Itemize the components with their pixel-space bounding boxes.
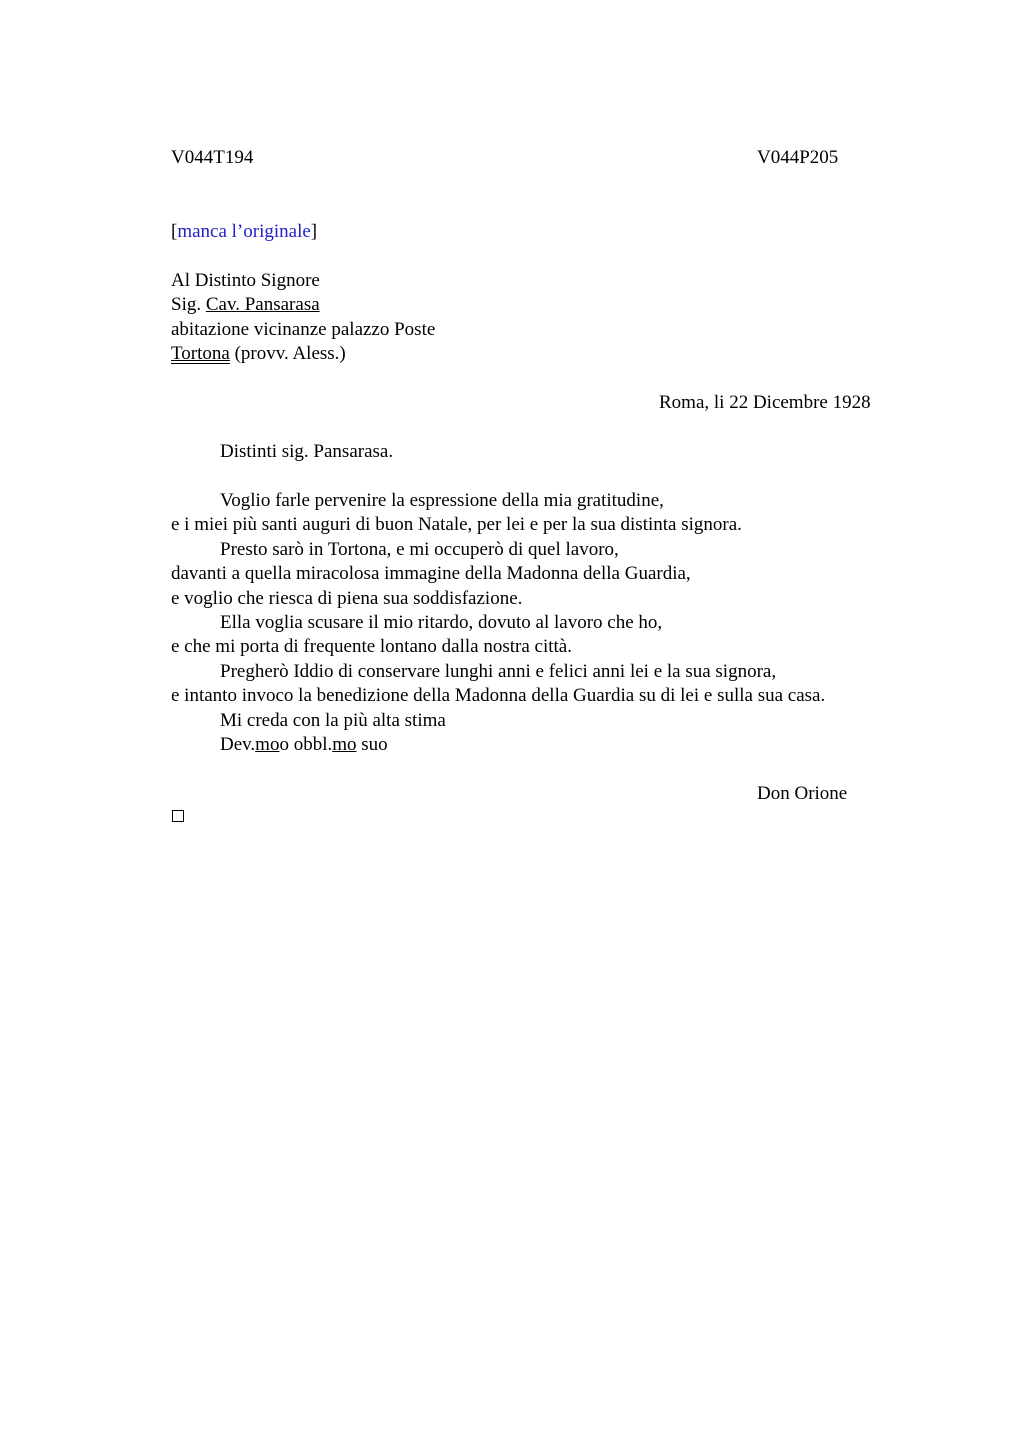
letter-salutation: Distinti sig. Pansarasa.	[220, 441, 394, 462]
note-bracket-close: ]	[310, 221, 318, 242]
square-outline-icon	[172, 810, 184, 822]
body-line: e i miei più santi auguri di buon Natale, per lei e per la sua distinta signora.	[171, 514, 742, 536]
document-code-right: V044P205	[757, 147, 839, 168]
document-code-left: V044T194	[171, 147, 254, 168]
note-bracket-open: [	[171, 221, 178, 242]
addressee-name: Cav. Pansarasa	[205, 294, 320, 316]
addressee-line-4	[171, 342, 435, 366]
closing-part: o obbl.	[279, 733, 333, 755]
note-text: manca l’originale	[177, 221, 311, 242]
addressee-line-2	[171, 293, 435, 317]
letter-closing	[171, 733, 825, 757]
addressee-city: Tortona	[171, 343, 230, 365]
body-line: e intanto invoco la benedizione della Madonna della Guardia su di lei e sulla sua casa.	[171, 685, 826, 707]
addressee-line-3: abitazione vicinanze palazzo Poste	[171, 318, 436, 340]
body-line: davanti a quella miracolosa immagine della Madonna della Guardia,	[171, 563, 691, 585]
addressee-title: Sig.	[171, 294, 206, 316]
body-line: Pregherò Iddio di conservare lunghi anni e felici anni lei e la sua signora,	[220, 660, 777, 682]
closing-superscript: mo	[332, 733, 357, 755]
closing-part: Dev.	[220, 733, 256, 755]
closing-part: suo	[356, 733, 388, 755]
addressee-province: (provv. Aless.)	[229, 343, 346, 365]
closing-superscript: mo	[255, 733, 280, 755]
letter-signature: Don Orione	[757, 783, 848, 804]
addressee-block	[171, 269, 435, 367]
body-line: e che mi porta di frequente lontano dalla nostra città.	[171, 636, 572, 658]
body-line: Voglio farle pervenire la espressione della mia gratitudine,	[220, 490, 664, 511]
letter-body	[171, 489, 825, 757]
body-line: Mi creda con la più alta stima	[220, 709, 446, 731]
body-line: Ella voglia scusare il mio ritardo, dovuto al lavoro che ho,	[220, 611, 663, 633]
body-line: e voglio che riesca di piena sua soddisfazione.	[171, 587, 523, 609]
addressee-line-1: Al Distinto Signore	[171, 270, 320, 291]
letter-date: Roma, li 22 Dicembre 1928	[659, 392, 871, 413]
body-line: Presto sarò in Tortona, e mi occuperò di quel lavoro,	[220, 538, 619, 560]
editorial-note	[171, 220, 317, 244]
